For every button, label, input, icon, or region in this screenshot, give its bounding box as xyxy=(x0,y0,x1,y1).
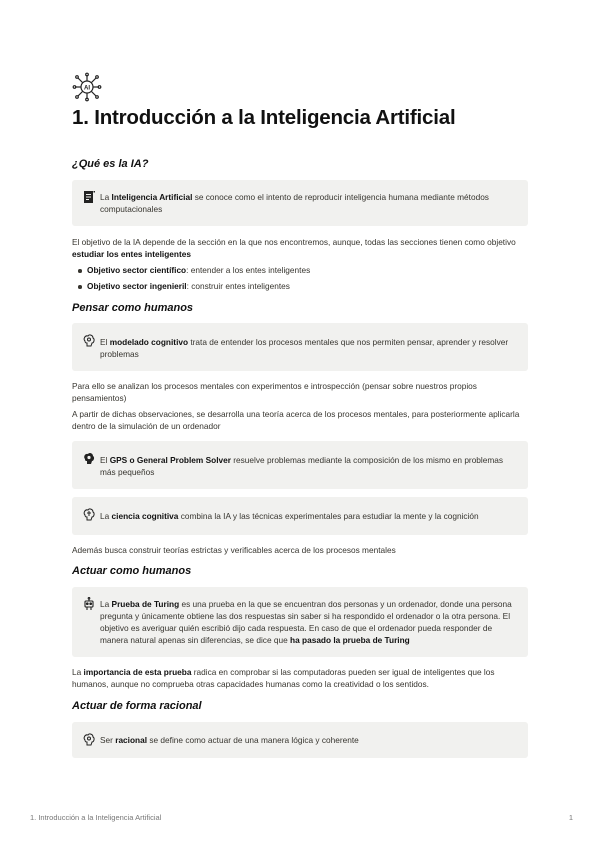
bullet-dot xyxy=(78,285,82,289)
document-icon xyxy=(82,190,96,204)
callout-text: La Inteligencia Artificial se conoce como el intento de reproducir inteligencia humana mediante métodos computacionales xyxy=(100,192,489,214)
page-number: 1 xyxy=(568,813,573,822)
paragraph-importancia: La importancia de esta prueba radica en comprobar si las computadoras pueden ser igual de inteligentes que los humanos, aunque no comprueba otras capacidades humanas como la creatividad o los sentidos. xyxy=(72,667,495,689)
callout-text: La Prueba de Turing es una prueba en la que se encuentran dos personas y un ordenador, donde una persona pregunta y únicamente obtiene las dos respuestas sin saber si ha respondido el ordenador o la otra persona. El objetivo es averiguar quién escribió dijo cada respuesta. En caso de que el ordenador pueda responder de manera natural apenas sin diferencias, se dice que ha pasado la prueba de Turing xyxy=(100,599,512,645)
callout-inteligencia-artificial xyxy=(72,180,528,226)
callout-text: El modelado cognitivo trata de entender los procesos mentales que nos permiten pensar, aprender y resolver problemas xyxy=(100,337,509,359)
paragraph-objetivo: El objetivo de la IA depende de la sección en la que nos encontremos, aunque, todas las secciones tienen como objetivo estudiar los entes inteligentes xyxy=(72,237,516,259)
callout-ciencia-cognitiva xyxy=(72,497,528,535)
brain-gears-icon xyxy=(82,732,96,746)
brain-chip-icon xyxy=(82,451,96,465)
callout-text: Ser racional se define como actuar de una manera lógica y coherente xyxy=(100,735,359,745)
brain-gears-icon xyxy=(82,333,96,347)
svg-text:AI: AI xyxy=(84,85,90,92)
section-heading-pensar: Pensar como humanos xyxy=(72,302,194,314)
page-title: 1. Introducción a la Inteligencia Artificial xyxy=(72,106,456,129)
section-heading-actuar: Actuar como humanos xyxy=(72,565,192,577)
section-heading-que-es: ¿Qué es la IA? xyxy=(72,158,149,170)
callout-text: La ciencia cognitiva combina la IA y las técnicas experimentales para estudiar la mente y la cognición xyxy=(100,511,479,521)
paragraph-teoria: A partir de dichas observaciones, se desarrolla una teoría acerca de los procesos mentales, para posteriormente aplicarla dentro de la simulación de un ordenador xyxy=(72,409,520,431)
paragraph-teorias: Además busca construir teorías estrictas y verificables acerca de los procesos mentales xyxy=(72,545,396,555)
paragraph-analisis: Para ello se analizan los procesos mentales con experimentos e introspección (pensar sobre nuestros propios pensamientos) xyxy=(72,381,477,403)
robot-icon xyxy=(82,597,96,611)
brain-network-icon xyxy=(82,507,96,521)
callout-racional xyxy=(72,722,528,758)
callout-modelado-cognitivo xyxy=(72,323,528,371)
bullet-dot xyxy=(78,269,82,273)
section-heading-racional: Actuar de forma racional xyxy=(72,700,202,712)
ai-brain-icon xyxy=(72,72,102,102)
footer-title: 1. Introducción a la Inteligencia Artificial xyxy=(30,813,162,822)
callout-prueba-turing xyxy=(72,587,528,657)
callout-text: El GPS o General Problem Solver resuelve problemas mediante la composición de los mismo en problemas más pequeños xyxy=(100,455,504,477)
callout-gps xyxy=(72,441,528,489)
